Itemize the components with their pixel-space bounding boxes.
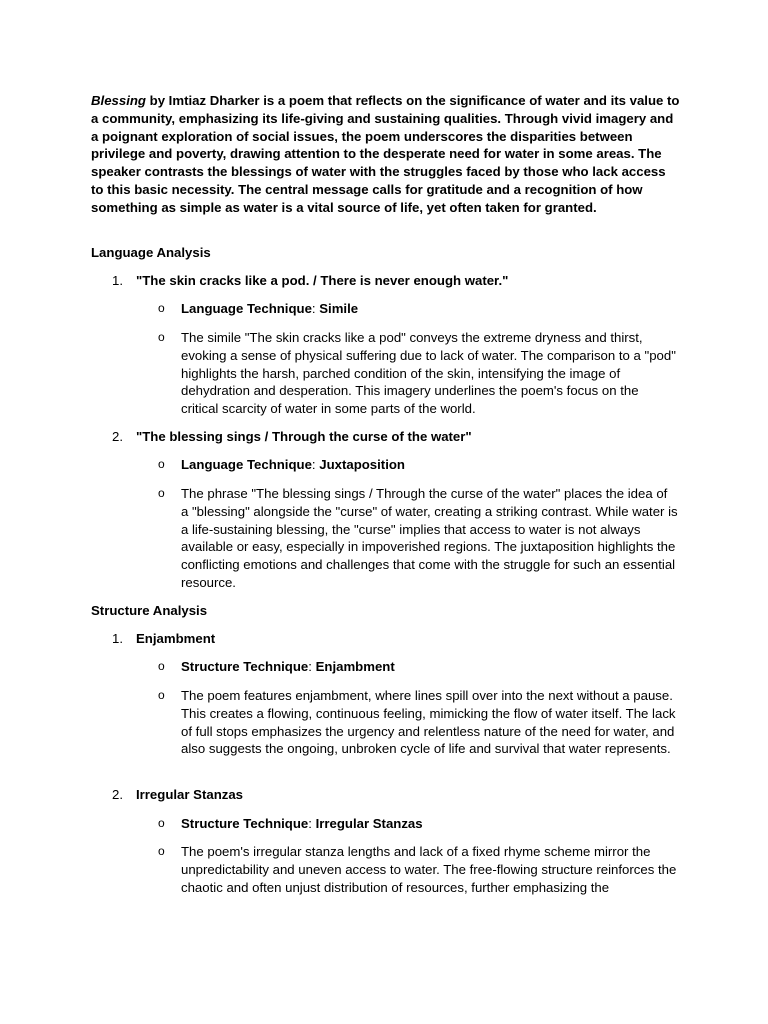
language-item-2: 2. "The blessing sings / Through the curse of the water" — [112, 429, 472, 444]
bullet-icon: o — [158, 301, 165, 315]
intro-paragraph — [91, 92, 681, 217]
bullet-icon: o — [158, 659, 165, 673]
structure-item-1-title: Enjambment — [136, 631, 216, 646]
bullet-icon: o — [158, 486, 165, 500]
language-item-1-quote: "The skin cracks like a pod. / There is never enough water." — [136, 273, 509, 288]
structure-item-2-title: Irregular Stanzas — [136, 787, 244, 802]
bullet-icon: o — [158, 844, 165, 858]
bullet-icon: o — [158, 688, 165, 702]
bullet-icon: o — [158, 330, 165, 344]
intro-text: by Imtiaz Dharker is a poem that reflects on the significance of water and its value to a community, emphasizing its life-giving and sustaining qualities. Through vivid imagery and a poignant exploration of social issues, the poem underscores the disparities between privilege and poverty, drawing attention to the desperate need for water in some areas. The speaker contrasts the blessings of water with the struggles faced by those who lack access to this basic necessity. The central message calls for gratitude and a recognition of how something as simple as water is a vital source of life, yet often taken for granted. — [91, 93, 680, 215]
language-item-2-quote: "The blessing sings / Through the curse of the water" — [136, 429, 472, 444]
poem-title: Blessing — [91, 93, 146, 108]
structure-analysis-heading: Structure Analysis — [91, 603, 208, 618]
structure-item-1: 1. Enjambment — [112, 631, 216, 646]
bullet-icon: o — [158, 457, 165, 471]
language-item-1: 1. "The skin cracks like a pod. / There is never enough water." — [112, 273, 509, 288]
language-analysis-heading: Language Analysis — [91, 245, 211, 260]
structure-item-2: 2. Irregular Stanzas — [112, 787, 244, 802]
bullet-icon: o — [158, 816, 165, 830]
document-page: Blessing by Imtiaz Dharker is a poem that reflects on the significance of water and its value to a community, emphasizing its life-giving and sustaining qualities. Through vivid imagery and a poignant exploration of social issues, the poem underscores the disparities between privilege and poverty, drawing attention to the desperate need for water in some areas. The speaker contrasts the blessings of water with the struggles faced by those who lack access to this basic necessity. The central message calls for gratitude and a recognition of how something as simple as water is a vital source of life, yet often taken for granted. Language Analysis 1. "The skin cracks like a pod. / There is never enough water." o Language Technique: Simile o The simile "The skin cracks like a pod" conveys the extreme dryness and thirst, evoking a sense of physical suffering due to lack of water. The comparison to a "pod" highlights the harsh, parched condition of the skin, intensifying the image of dehydration and desperation. This imagery underlines the poem's focus on the critical scarcity of water in some parts of the world. 2. "The blessing sings / Through the curse of the water" o Language Technique: Juxtaposition o The phrase "The blessing sings / Through the curse of the water" places the idea of a "blessing" alongside the "curse" of water, creating a striking contrast. While water is a life-sustaining blessing, the "curse" implies that access to water is not always available or easy, especially in impoverished regions. The juxtaposition highlights the conflicting emotions and challenges that come with the struggle for such an essential resource. Structure Analysis 1. Enjambment o Structure Technique: Enjambment o The poem features enjambment, where lines spill over into the next without a pause. This creates a flowing, continuous feeling, mimicking the flow of water itself. The lack of full stops emphasizes the urgency and relentless nature of the need for water, and also suggests the ongoing, unbroken cycle of life and survival that water represents. 2. Irregular Stanzas o Structure Technique: Irregular Stanzas o The poem's irregular stanza lengths and lack of a fixed rhyme scheme mirror the unpredictability and uneven access to water. The free-flowing structure reinforces the chaotic and often unjust distribution of resources, further emphasizing the — [0, 0, 768, 1024]
